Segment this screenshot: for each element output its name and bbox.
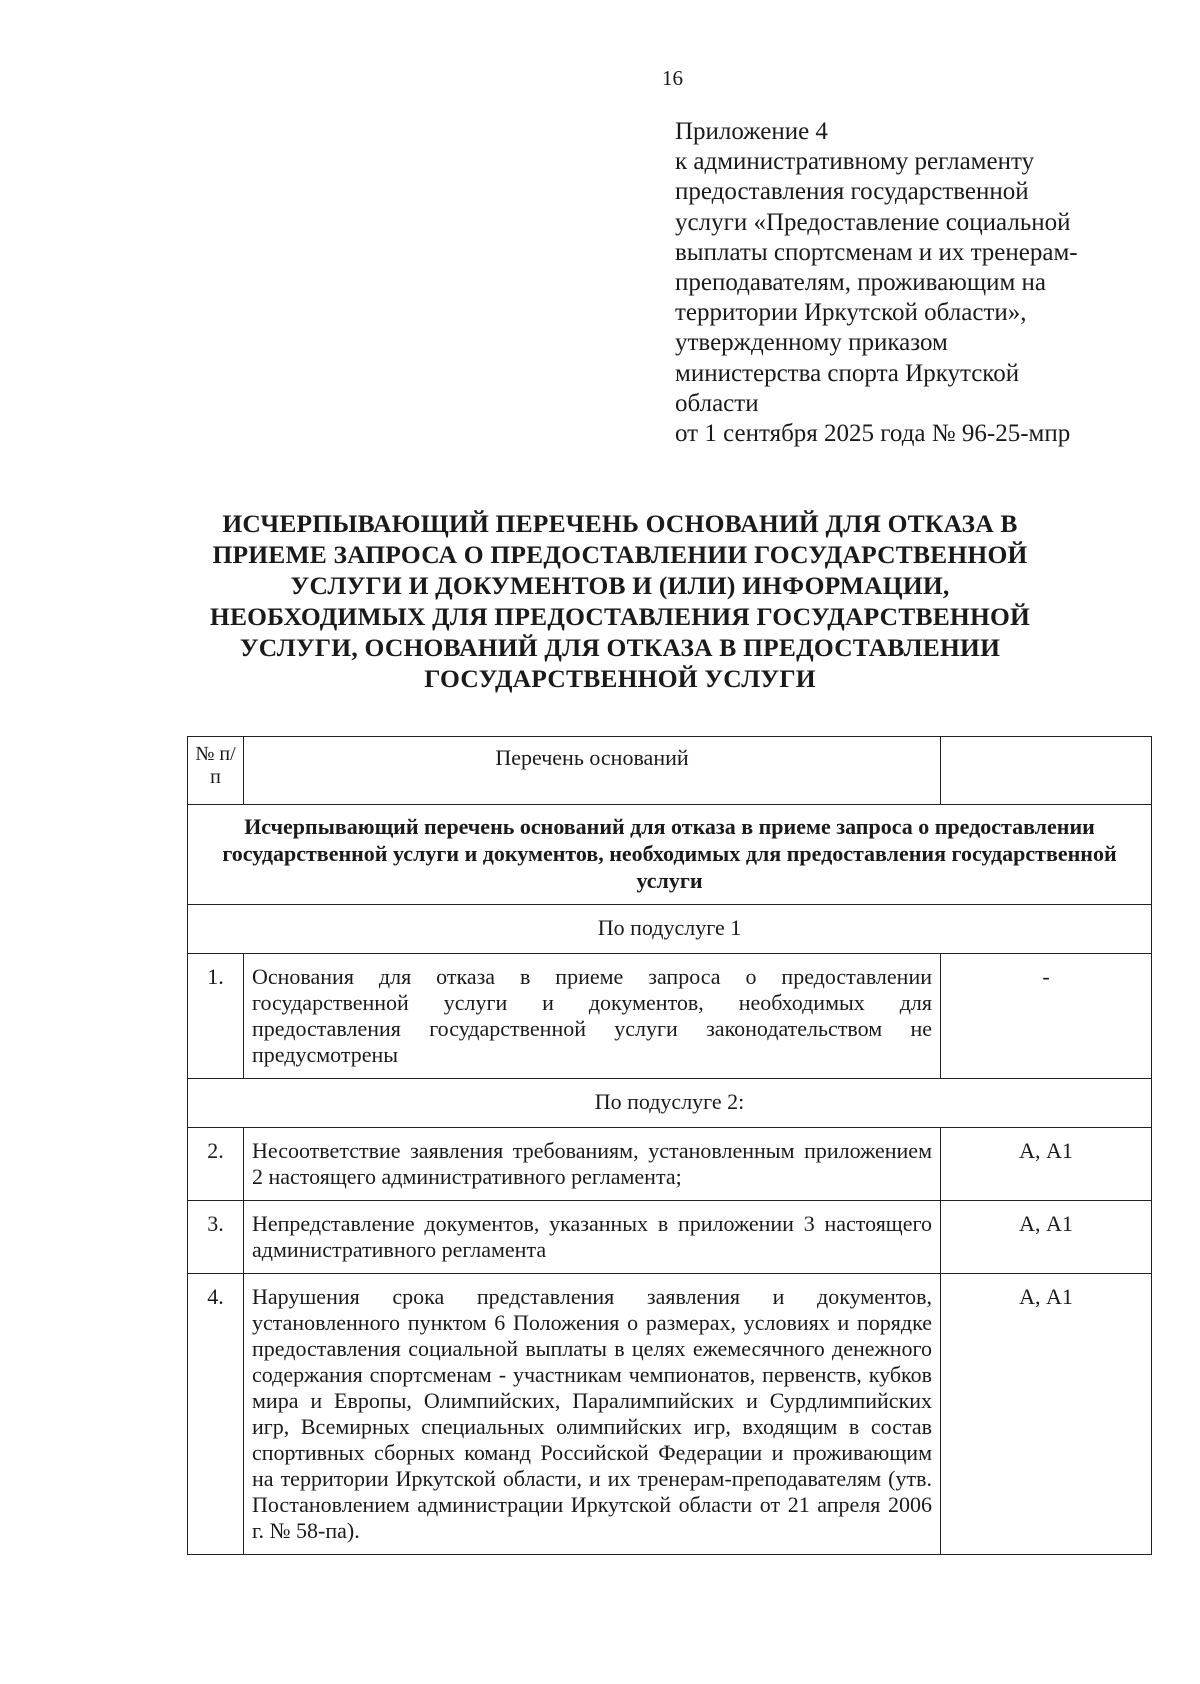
row-text: Нарушения срока представления заявления и документов, установленного пунктом 6 Положения о размерах, условиях и порядке предоставления социальной выплаты в целях ежемесячного денежного содержания спортсменам - участникам чемпионатов, первенств, кубков мира и Европы, Олимпийских, Паралимпийских и Сурдлимпийских игр, Всемирных специальных олимпийских игр, входящим в состав спортивных сборных команд Российской Федерации и проживающим на территории Иркутской области, и их тренерам-преподавателям (утв. Постановлением администрации Иркутской области от 21 апреля 2006 г. № 58-па). [244, 1274, 941, 1555]
title-line: ГОСУДАРСТВЕННОЙ УСЛУГИ [424, 664, 816, 693]
subservice-row [188, 1079, 1152, 1128]
title-line: ИСЧЕРПЫВАЮЩИЙ ПЕРЕЧЕНЬ ОСНОВАНИЙ ДЛЯ ОТКАЗА В [222, 509, 1018, 538]
header-grounds-cell: Перечень оснований [244, 737, 941, 805]
grounds-table [187, 736, 1152, 1555]
appendix-line: выплаты спортсменам и их тренерам- [675, 238, 1078, 266]
appendix-line: преподавателям, проживающим на [675, 269, 1047, 297]
appendix-line: к административному регламенту [675, 148, 1035, 176]
appendix-line: утвержденному приказом [675, 329, 948, 357]
section-heading: Исчерпывающий перечень оснований для отказа в приеме запроса о предоставлении государственной услуги и документов, необходимых для предоставления государственной услуги [188, 805, 1152, 905]
header-number-cell: № п/п [188, 737, 244, 805]
row-text: Основания для отказа в приеме запроса о предоставлении государственной услуги и документов, необходимых для предоставления государственной услуги законодательством не предусмотрены [244, 954, 941, 1079]
subservice-1-heading: По подуслуге 1 [188, 905, 1152, 954]
row-number: 2. [188, 1128, 244, 1201]
appendix-block [675, 117, 1145, 449]
row-reference: - [941, 954, 1152, 1079]
row-number: 1. [188, 954, 244, 1079]
row-number: 4. [188, 1274, 244, 1555]
title-line: ПРИЕМЕ ЗАПРОСА О ПРЕДОСТАВЛЕНИИ ГОСУДАРСТВЕННОЙ [212, 540, 1028, 569]
row-number: 3. [188, 1201, 244, 1274]
title-line: УСЛУГИ И ДОКУМЕНТОВ И (ИЛИ) ИНФОРМАЦИИ, [290, 571, 950, 600]
appendix-line: Приложение 4 [675, 118, 828, 145]
row-text: Несоответствие заявления требованиям, установленным приложением 2 настоящего административного регламента; [244, 1128, 941, 1201]
table-row [188, 1274, 1152, 1555]
row-reference: А, А1 [941, 1201, 1152, 1274]
row-reference: А, А1 [941, 1128, 1152, 1201]
row-text: Непредставление документов, указанных в приложении 3 настоящего административного регламента [244, 1201, 941, 1274]
subservice-2-heading: По подуслуге 2: [188, 1079, 1152, 1128]
appendix-line: министерства спорта Иркутской [675, 359, 1020, 387]
section-heading-row [188, 805, 1152, 905]
table-row [188, 954, 1152, 1079]
table-row [188, 1128, 1152, 1201]
row-reference: А, А1 [941, 1274, 1152, 1555]
appendix-line: услуги «Предоставление социальной [675, 208, 1071, 236]
table-row [188, 1201, 1152, 1274]
header-reference-cell [941, 737, 1152, 805]
document-title [190, 508, 1050, 694]
table-header-row [188, 737, 1152, 805]
title-line: УСЛУГИ, ОСНОВАНИЙ ДЛЯ ОТКАЗА В ПРЕДОСТАВЛЕНИИ [239, 633, 1001, 662]
appendix-line: предоставления государственной [675, 178, 1029, 206]
subservice-row [188, 905, 1152, 954]
appendix-line: от 1 сентября 2025 года № 96-25-мпр [675, 420, 1071, 448]
page-number: 16 [662, 66, 683, 90]
title-line: НЕОБХОДИМЫХ ДЛЯ ПРЕДОСТАВЛЕНИЯ ГОСУДАРСТВЕННОЙ [209, 602, 1031, 631]
appendix-line: области [675, 389, 759, 417]
appendix-line: территории Иркутской области», [675, 299, 1027, 327]
